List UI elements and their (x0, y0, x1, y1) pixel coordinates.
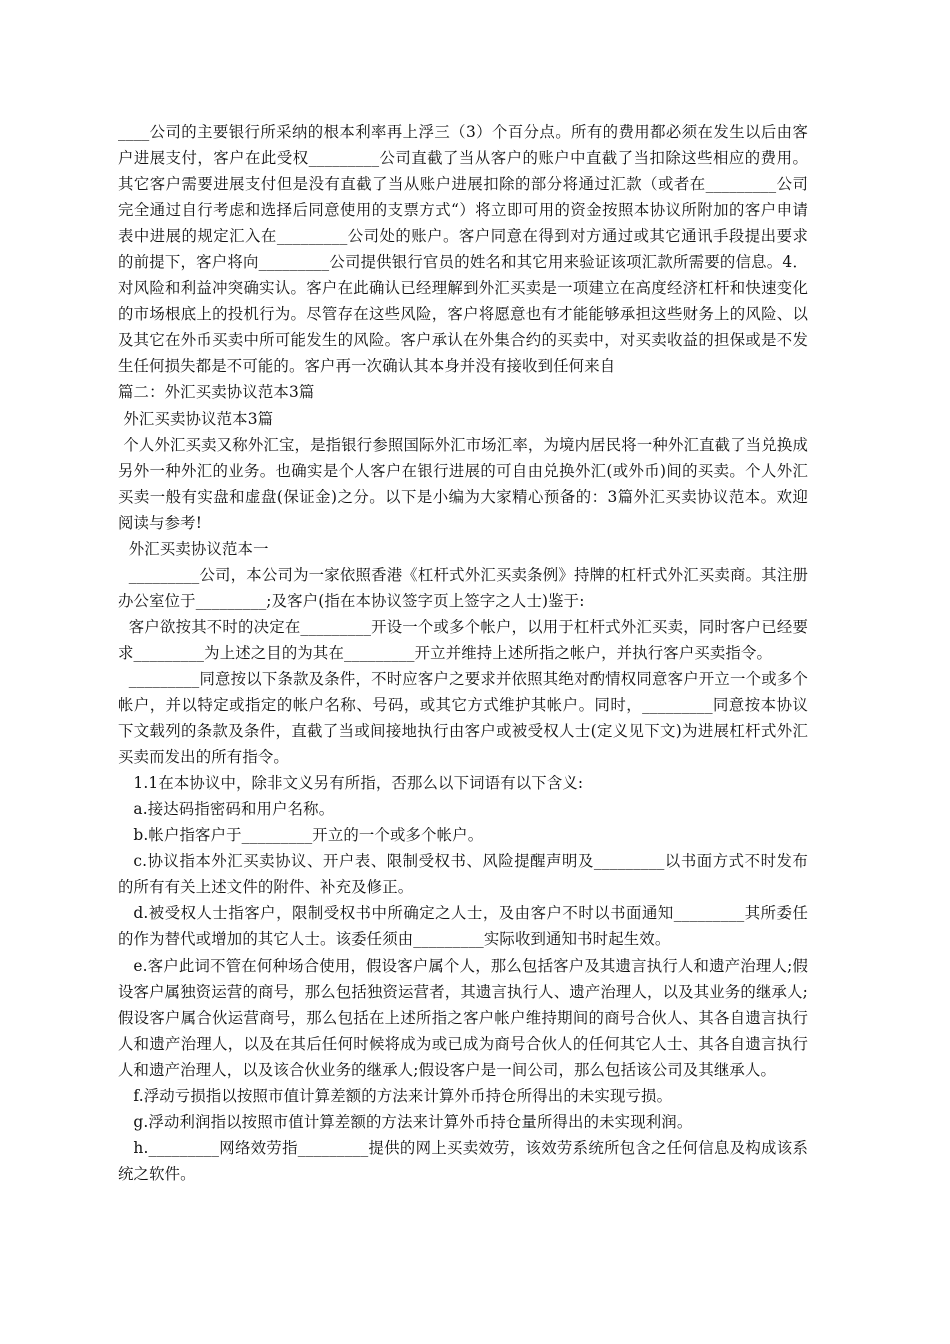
definition-a: a.接达码指密码和用户名称。 (133, 800, 335, 819)
clause-definitions: 1.1在本协议中，除非文义另有所指，否那么以下词语有以下含义: (133, 774, 584, 793)
definition-g: g.浮动利润指以按照市值计算差额的方法来计算外币持仓量所得出的未实现利润。 (133, 1112, 693, 1131)
document-page (118, 119, 808, 1187)
definition-h: h._________网络效劳指_________提供的网上买卖效劳，该效劳系统所包含之任何信息及构成该系统之软件。 (118, 1138, 808, 1183)
definition-b: b.帐户指客户于_________开立的一个或多个帐户。 (133, 826, 484, 845)
paragraph-fees: ____公司的主要银行所采纳的根本利率再上浮三（3）个百分点。所有的费用都必须在发生以后由客户进展支付，客户在此受权_________公司直截了当从客户的账户中直截了当扣除这些相应的费用。其它客户需要进展支付但是没有直截了当从账户进展扣除的部分将通过汇款（或者在_________公司完全通过自行考虑和选择后同意使用的支票方式“）将立即可用的资金按照本协议所附加的客户申请表中进展的规定汇入在_________公司处的账户。客户同意在得到对方通过或其它通讯手段提出要求的前提下，客户将向_________公司提供银行官员的姓名和其它用来验证该项汇款所需要的信息。4．对风险和利益冲突确实认。客户在此确认已经理解到外汇买卖是一项建立在高度经济杠杆和快速变化的市场根底上的投机行为。尽管存在这些风险，客户将愿意也有才能能够承担这些财务上的风险、以及其它在外币买卖中所可能发生的风险。客户承认在外集合约的买卖中，对买卖收益的担保或是不发生任何损失都是不可能的。客户再一次确认其本身并没有接收到任何来自 (118, 123, 808, 376)
definition-d: d.被受权人士指客户，限制受权书中所确定之人士，及由客户不时以书面通知_________其所委任的作为替代或增加的其它人士。该委任须由_________实际收到通知书时起生效。 (118, 904, 808, 949)
paragraph-parties: _________公司，本公司为一家依照香港《杠杆式外汇买卖条例》持牌的杠杆式外汇买卖商。其注册办公室位于_________;及客户(指在本协议签字页上签字之人士)鉴于: (118, 565, 808, 610)
document-title: 外汇买卖协议范本3篇 (123, 409, 274, 428)
definition-e: e.客户此词不管在何种场合使用，假设客户属个人，那么包括客户及其遗言执行人和遗产治理人;假设客户属独资运营的商号，那么包括独资运营者，其遗言执行人、遗产治理人，以及其业务的继承人;假设客户属合伙运营商号，那么包括在上述所指之客户帐户维持期间的商号合伙人、其各自遗言执行人和遗产治理人，以及在其后任何时候将成为或已成为商号合伙人的任何其它人士、其各自遗言执行人和遗产治理人，以及该合伙业务的继承人;假设客户是一间公司，那么包括该公司及其继承人。 (118, 956, 808, 1079)
definition-f: f.浮动亏损指以按照市值计算差额的方法来计算外币持仓所得出的未实现亏损。 (133, 1086, 673, 1105)
sample-heading: 外汇买卖协议范本一 (128, 539, 269, 558)
definition-c: c.协议指本外汇买卖协议、开户表、限制受权书、风险提醒声明及_________以书面方式不时发布的所有有关上述文件的附件、补充及修正。 (118, 852, 808, 897)
section-heading: 篇二：外汇买卖协议范本3篇 (118, 383, 315, 402)
paragraph-intro: 个人外汇买卖又称外汇宝，是指银行参照国际外汇市场汇率，为境内居民将一种外汇直截了当兑换成另外一种外汇的业务。也确实是个人客户在银行进展的可自由兑换外汇(或外币)间的买卖。个人外汇买卖一般有实盘和虚盘(保证金)之分。以下是小编为大家精心预备的：3篇外汇买卖协议范本。欢迎阅读与参考! (118, 435, 808, 532)
paragraph-agreement: _________同意按以下条款及条件，不时应客户之要求并依照其绝对酌情权同意客户开立一个或多个帐户，并以特定或指定的帐户名称、号码，或其它方式维护其帐户。同时，_________同意按本协议下文载列的条款及条件，直截了当或间接地执行由客户或被受权人士(定义见下文)为进展杠杆式外汇买卖而发出的所有指令。 (118, 669, 808, 767)
paragraph-whereas: 客户欲按其不时的决定在_________开设一个或多个帐户，以用于杠杆式外汇买卖，同时客户已经要求_________为上述之目的为其在_________开立并维持上述所指之帐户，并执行客户买卖指令。 (118, 617, 808, 662)
